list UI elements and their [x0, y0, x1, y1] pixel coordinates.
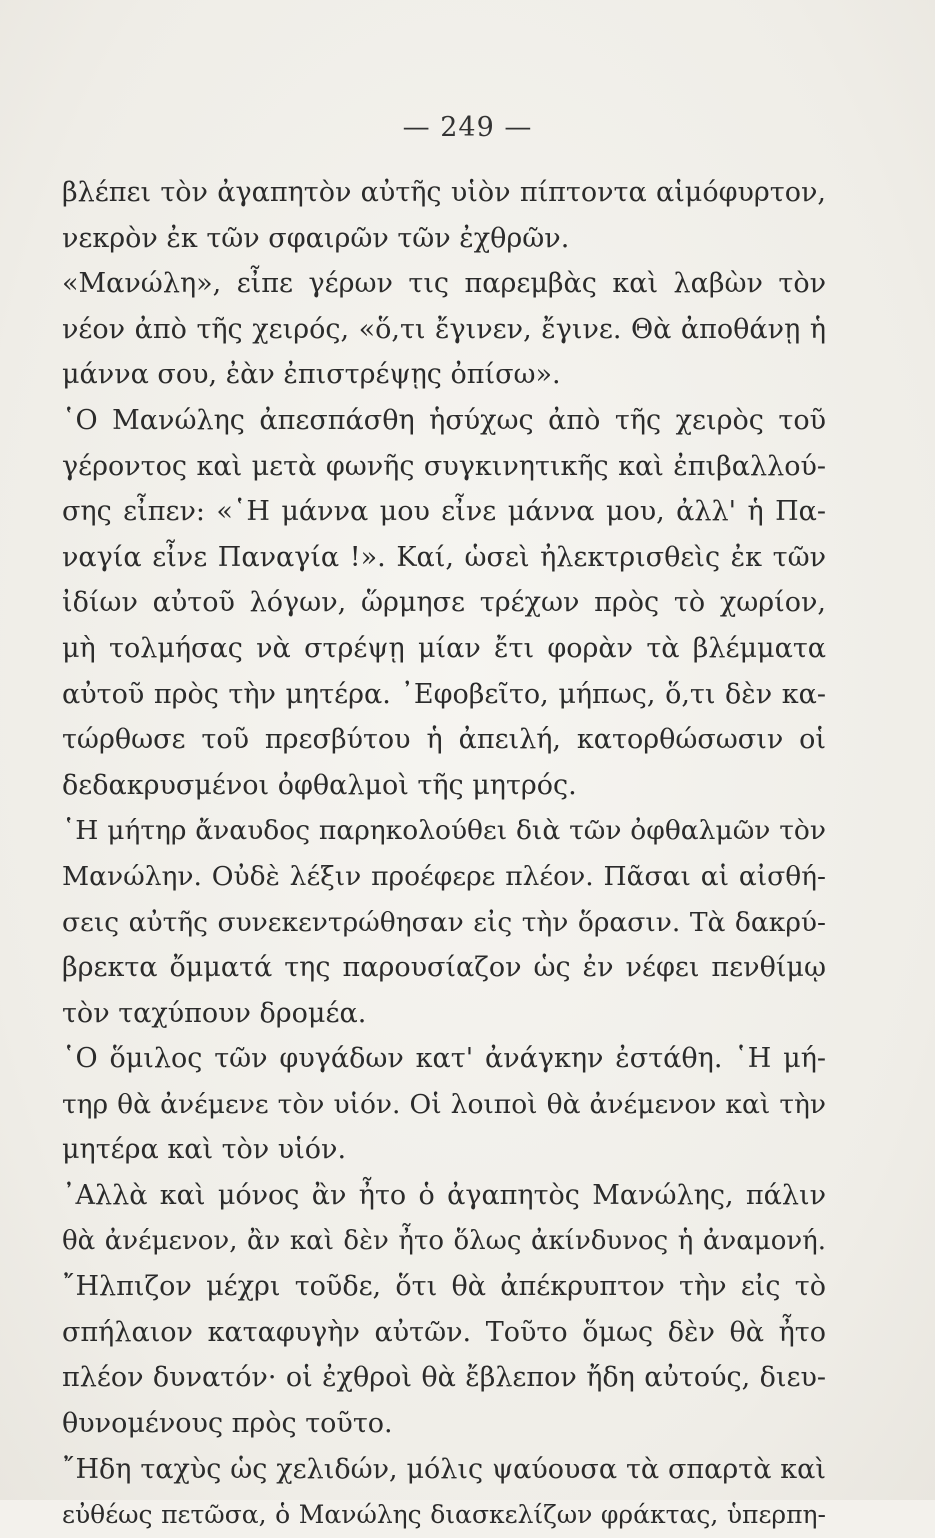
text-line: σεις αὐτῆς συνεκεντρώθησαν εἰς τὴν ὅρασιν. Τὰ δακρύ-: [62, 906, 826, 938]
text-line: ῾Ο ὅμιλος τῶν φυγάδων κατ' ἀνάγκην ἐστάθη. ῾Η μή-: [62, 1043, 826, 1075]
page-text-body: [62, 170, 826, 1538]
text-line: θυνομένους πρὸς τοῦτο.: [62, 1408, 393, 1440]
page-number-header: — 249 —: [402, 112, 533, 143]
text-line: σπήλαιον καταφυγὴν αὐτῶν. Τοῦτο ὅμως δὲν θὰ ἦτο: [62, 1316, 826, 1348]
text-line: ῾Η μήτηρ ἄναυδος παρηκολούθει διὰ τῶν ὀφθαλμῶν τὸν: [62, 815, 826, 847]
text-line: μάννα σου, ἐὰν ἐπιστρέψῃς ὀπίσω».: [62, 359, 561, 391]
text-line: «Μανώλη», εἶπε γέρων τις παρεμβὰς καὶ λαβὼν τὸν: [62, 268, 826, 300]
text-line: μὴ τολμήσας νὰ στρέψῃ μίαν ἔτι φορὰν τὰ βλέμματα: [62, 632, 826, 664]
text-line: δεδακρυσμένοι ὀφθαλμοὶ τῆς μητρός.: [62, 769, 577, 801]
text-line: ἰδίων αὐτοῦ λόγων, ὥρμησε τρέχων πρὸς τὸ χωρίον,: [62, 587, 826, 619]
text-line: Μανώλην. Οὐδὲ λέξιν προέφερε πλέον. Πᾶσαι αἱ αἰσθή-: [62, 860, 826, 892]
text-line: γέροντος καὶ μετὰ φωνῆς συγκινητικῆς καὶ ἐπιβαλλού-: [62, 450, 826, 482]
text-line: ῎Ηδη ταχὺς ὡς χελιδών, μόλις ψαύουσα τὰ σπαρτὰ καὶ: [62, 1453, 826, 1485]
text-line: ᾿Αλλὰ καὶ μόνος ἂν ἦτο ὁ ἀγαπητὸς Μανώλης, πάλιν: [62, 1180, 826, 1212]
text-line: βρεκτα ὄμματά της παρουσίαζον ὡς ἐν νέφει πενθίμῳ: [62, 952, 826, 984]
text-line: μητέρα καὶ τὸν υἱόν.: [62, 1134, 347, 1166]
text-line: ναγία εἶνε Παναγία !». Καί, ὡσεὶ ἠλεκτρισθεὶς ἐκ τῶν: [62, 541, 826, 573]
text-line: ῾Ο Μανώλης ἀπεσπάσθη ἡσύχως ἀπὸ τῆς χειρὸς τοῦ: [62, 404, 826, 436]
text-line: τηρ θὰ ἀνέμενε τὸν υἱόν. Οἱ λοιποὶ θὰ ἀνέμενον καὶ τὴν: [62, 1088, 826, 1120]
text-line: θὰ ἀνέμενον, ἂν καὶ δὲν ἦτο ὅλως ἀκίνδυνος ἡ ἀναμονή.: [62, 1225, 826, 1256]
text-line: βλέπει τὸν ἀγαπητὸν αὐτῆς υἱὸν πίπτοντα αἱμόφυρτον,: [62, 177, 826, 208]
text-line: τὸν ταχύπουν δρομέα.: [62, 997, 367, 1029]
text-line: νέον ἀπὸ τῆς χειρός, «ὅ,τι ἔγινεν, ἔγινε. Θὰ ἀποθάνῃ ἡ: [62, 313, 826, 345]
text-line: εὐθέως πετῶσα, ὁ Μανώλης διασκελίζων φράκτας, ὑπερπη-: [62, 1500, 826, 1530]
text-line: αὐτοῦ πρὸς τὴν μητέρα. ᾿Εφοβεῖτο, μήπως, ὅ,τι δὲν κα-: [62, 678, 826, 710]
text-line: τώρθωσε τοῦ πρεσβύτου ἡ ἀπειλή, κατορθώσωσιν οἱ: [62, 724, 826, 756]
text-line: σης εἶπεν: «῾Η μάννα μου εἶνε μάννα μου, ἀλλ' ἡ Πα-: [62, 496, 826, 528]
text-line: νεκρὸν ἐκ τῶν σφαιρῶν τῶν ἐχθρῶν.: [62, 222, 570, 254]
text-line: ῎Ηλπιζον μέχρι τοῦδε, ὅτι θὰ ἀπέκρυπτον τὴν εἰς τὸ: [62, 1271, 826, 1303]
text-line: πλέον δυνατόν· οἱ ἐχθροὶ θὰ ἔβλεπον ἤδη αὐτούς, διευ-: [62, 1362, 826, 1394]
